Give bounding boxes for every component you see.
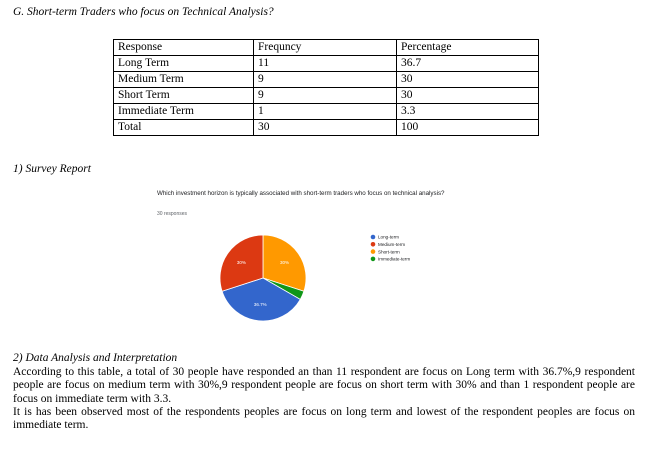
analysis-heading: 2) Data Analysis and Interpretation: [13, 352, 178, 364]
chart-subtitle: 30 responses: [157, 211, 188, 217]
table-cell: Long Term: [114, 56, 254, 72]
section-title: G. Short-term Traders who focus on Technical Analysis?: [13, 6, 274, 18]
paragraph: According to this table, a total of 30 people have responded an than 11 respondent are focus on Long term with 36.7%,9 respondent people are focus on medium term with 30%,9 respondent people are focus on short term with 30% and than 1 respondent people are focus on immediate term with 3.3.: [13, 366, 635, 405]
header-frequency: Frequncy: [254, 40, 397, 56]
header-response: Response: [114, 40, 254, 56]
table-cell: 1: [254, 104, 397, 120]
paragraph: It is has been observed most of the respondents peoples are focus on long term and lowest of the respondent peoples are focus on immediate term.: [13, 405, 635, 432]
table-cell: 3.3: [397, 104, 539, 120]
table-cell: Immediate Term: [114, 104, 254, 120]
legend-short-term-swatch: [371, 249, 376, 254]
table-cell: 100: [397, 120, 539, 136]
legend-medium-term-swatch: [371, 242, 376, 247]
interpretation-text: [13, 366, 635, 432]
legend-short-term: Short-term: [378, 249, 400, 255]
slice-label-long-term: 36.7%: [253, 302, 267, 308]
table-cell: Short Term: [114, 88, 254, 104]
slice-label-short-term: 30%: [280, 259, 290, 265]
table-cell: 36.7: [397, 56, 539, 72]
table-cell: 11: [254, 56, 397, 72]
table-cell: Medium Term: [114, 72, 254, 88]
survey-report-heading: 1) Survey Report: [13, 163, 91, 175]
table-cell: 30: [254, 120, 397, 136]
table-cell: 9: [254, 72, 397, 88]
legend-long-term-swatch: [371, 235, 376, 240]
table-cell: Total: [114, 120, 254, 136]
legend-long-term: Long-term: [378, 234, 399, 240]
table-cell: 30: [397, 72, 539, 88]
legend-medium-term: Medium-term: [378, 242, 406, 247]
header-percentage: Percentage: [397, 40, 539, 56]
table-cell: 30: [397, 88, 539, 104]
table-cell: 9: [254, 88, 397, 104]
legend-immediate-term: Immediate-term: [378, 256, 411, 262]
legend-immediate-term-swatch: [371, 257, 376, 262]
chart-title: Which investment horizon is typically associated with short-term traders who focus on technical analysis?: [157, 190, 445, 197]
slice-label-medium-term: 30%: [236, 259, 246, 265]
